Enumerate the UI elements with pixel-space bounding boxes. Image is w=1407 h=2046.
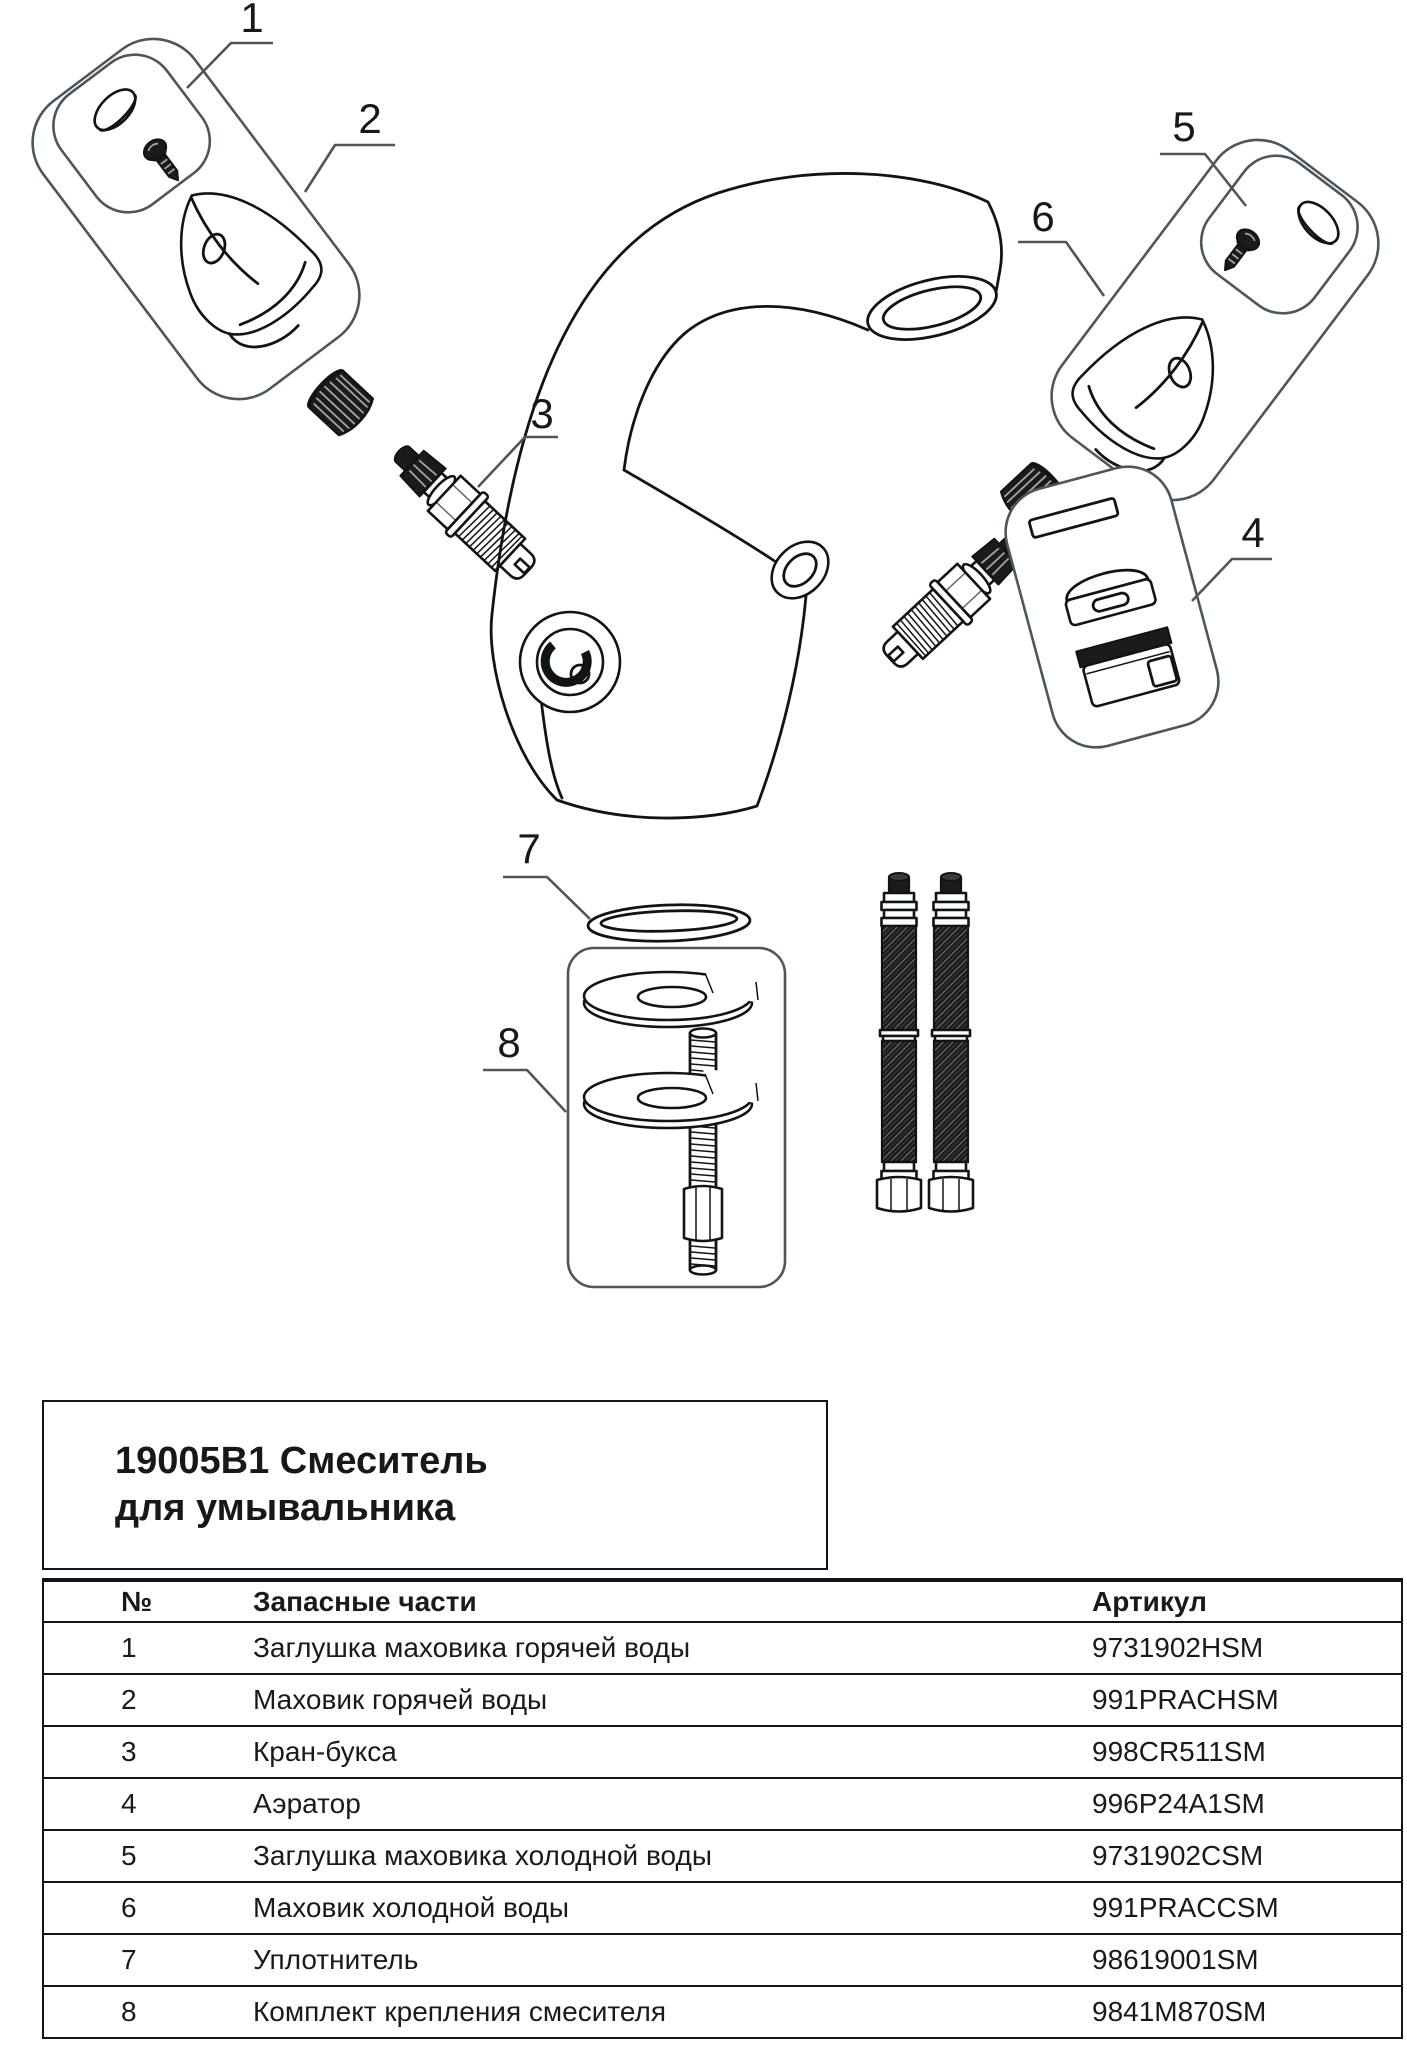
cell-part: Заглушка маховика холодной воды — [253, 1840, 712, 1871]
header-part: Запасные части — [253, 1585, 477, 1617]
callout-8-label: 8 — [497, 1019, 521, 1066]
cell-num: 3 — [121, 1736, 137, 1767]
supply-hose-left — [877, 873, 921, 1212]
callout-1-label: 1 — [240, 0, 264, 41]
callout-3 — [478, 390, 558, 487]
cell-num: 5 — [121, 1840, 137, 1871]
table-row — [44, 1829, 1401, 1881]
table-row — [44, 1725, 1401, 1777]
callout-5-label: 5 — [1172, 103, 1196, 150]
spout-outline — [492, 173, 1002, 614]
cell-sku: 998CR511SM — [1092, 1736, 1266, 1767]
cell-sku: 991PRACCSM — [1092, 1892, 1279, 1923]
cell-part: Кран-букса — [253, 1736, 397, 1767]
table-header-row — [44, 1582, 1401, 1621]
cell-part: Уплотнитель — [253, 1944, 419, 1975]
callout-7-label: 7 — [517, 825, 541, 872]
cold-socket — [760, 530, 839, 609]
callout-3-label: 3 — [530, 390, 554, 437]
cell-sku: 98619001SM — [1092, 1944, 1259, 1975]
cell-num: 4 — [121, 1788, 137, 1819]
callout-2-label: 2 — [358, 95, 382, 142]
product-title-line1: 19005B1 Смеситель — [115, 1440, 488, 1482]
table-row — [44, 1777, 1401, 1829]
table-row — [44, 1933, 1401, 1985]
cell-part: Комплект крепления смесителя — [253, 1996, 666, 2027]
callout-4-label: 4 — [1241, 509, 1265, 556]
supply-hose-right — [929, 873, 973, 1212]
table-row — [44, 1673, 1401, 1725]
callout-8 — [483, 1019, 566, 1112]
callout-6-label: 6 — [1031, 193, 1055, 240]
mounting-hex-nut — [684, 1186, 722, 1241]
cell-sku: 9731902CSM — [1092, 1840, 1264, 1871]
header-num: № — [121, 1585, 153, 1617]
cold-cap-panel — [1031, 119, 1399, 521]
title-block — [42, 1400, 828, 1570]
seal-ring — [587, 902, 750, 944]
hot-knurled-nut — [304, 366, 378, 439]
cell-part: Маховик холодной воды — [253, 1892, 570, 1923]
hot-cartridge — [380, 431, 547, 592]
cell-sku: 9841M870SM — [1092, 1996, 1267, 2027]
cell-num: 8 — [121, 1996, 137, 2027]
callout-6 — [1018, 193, 1104, 296]
callout-2 — [305, 95, 395, 192]
cell-part: Аэратор — [253, 1788, 361, 1819]
cell-sku: 996P24A1SM — [1092, 1788, 1265, 1819]
callout-7 — [503, 825, 590, 919]
table-row — [44, 1881, 1401, 1933]
aerator-panel — [995, 457, 1228, 758]
cell-num: 1 — [121, 1632, 137, 1663]
faucet-body — [491, 173, 1003, 818]
callout-4 — [1192, 509, 1272, 601]
product-title-line2: для умывальника — [115, 1487, 456, 1529]
cell-sku: 991PRACHSM — [1092, 1684, 1279, 1715]
cell-num: 6 — [121, 1892, 137, 1923]
side-port — [520, 612, 620, 712]
cell-part: Маховик горячей воды — [253, 1684, 548, 1715]
spout-outlet — [861, 265, 1003, 351]
cell-sku: 9731902HSM — [1092, 1632, 1264, 1663]
table-row — [44, 1985, 1401, 2037]
table-row — [44, 1621, 1401, 1673]
cell-num: 2 — [121, 1684, 137, 1715]
parts-table — [42, 1578, 1403, 2039]
cell-part: Заглушка маховика горячей воды — [253, 1632, 691, 1663]
cell-num: 7 — [121, 1944, 137, 1975]
mounting-kit-box — [568, 948, 785, 1287]
callout-1 — [187, 0, 273, 88]
header-sku: Артикул — [1092, 1585, 1207, 1617]
